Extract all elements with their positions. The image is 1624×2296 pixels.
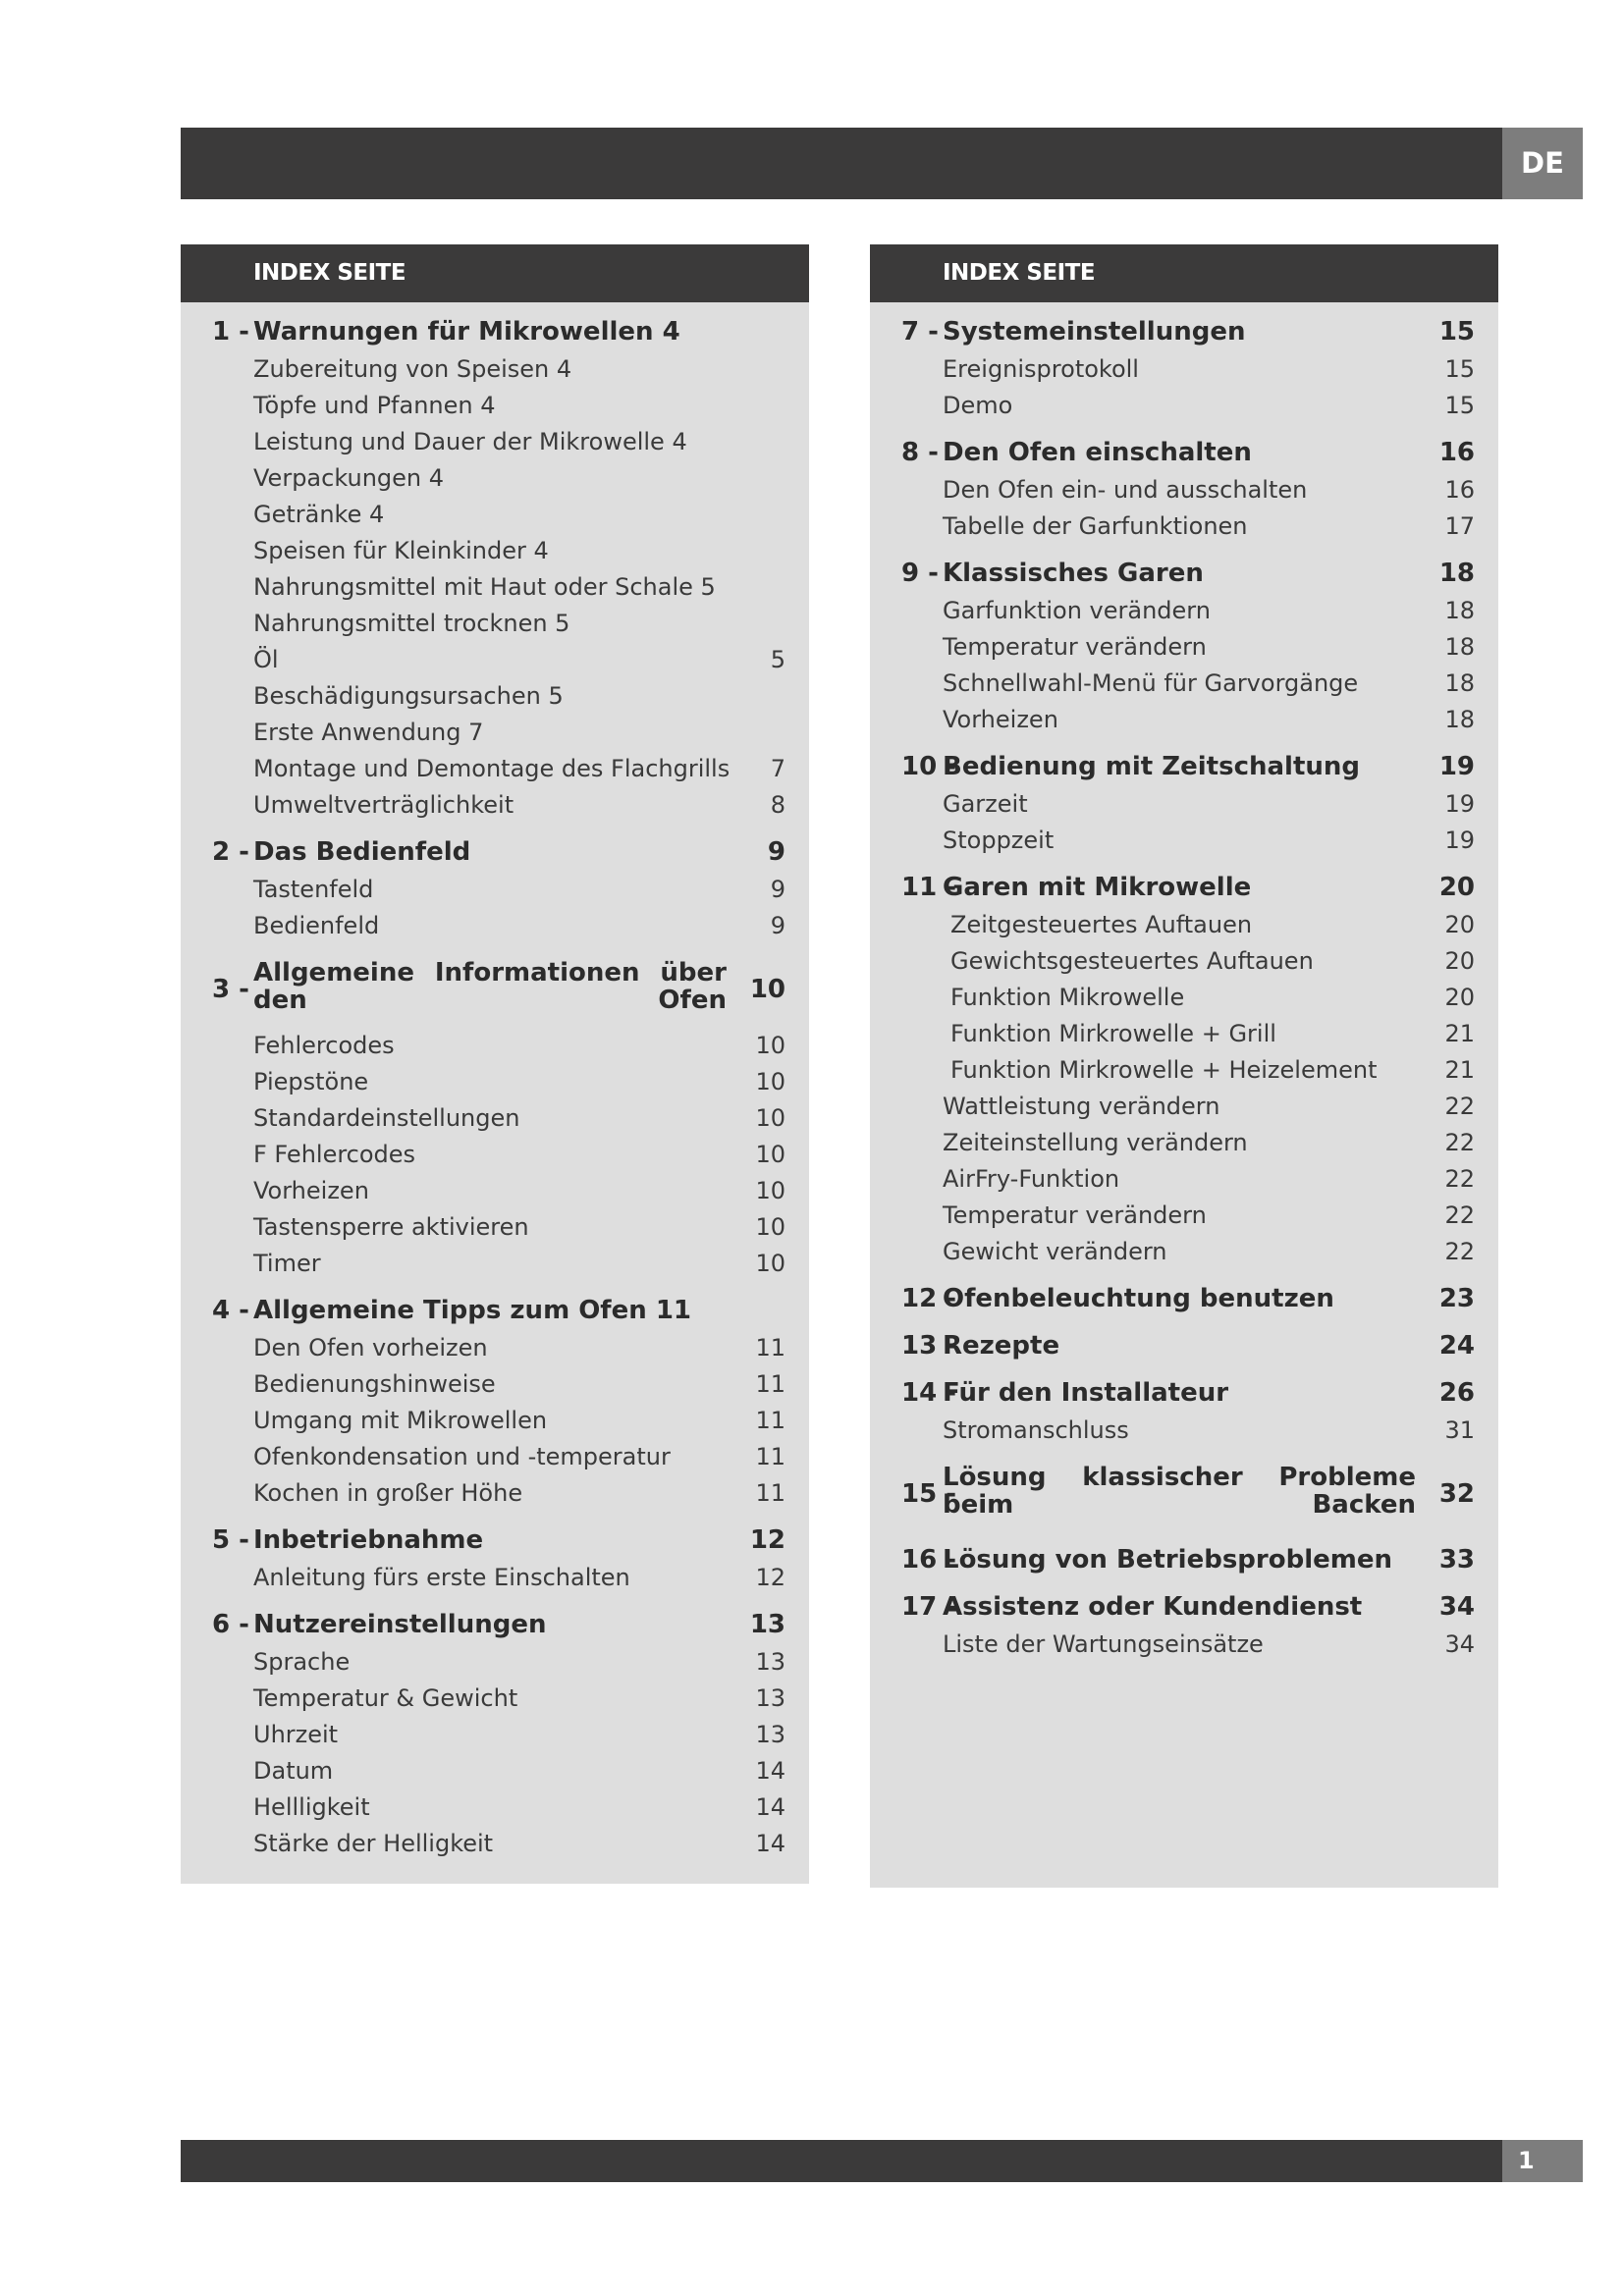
toc-entry xyxy=(870,943,1498,980)
toc-entry xyxy=(181,1028,809,1064)
section-heading xyxy=(870,1589,1498,1626)
toc-entry xyxy=(870,823,1498,859)
section-number: 16 - xyxy=(901,1545,957,1575)
toc-entry xyxy=(870,907,1498,943)
toc-entry xyxy=(870,1161,1498,1198)
section-page: 19 xyxy=(1438,752,1475,781)
toc-entry xyxy=(181,787,809,824)
entry-title: Temperatur verändern xyxy=(943,1201,1207,1229)
toc-entry xyxy=(181,908,809,944)
entry-title: Liste der Wartungseinsätze xyxy=(943,1630,1264,1658)
section-number: 12 - xyxy=(901,1284,957,1313)
section-heading xyxy=(181,1522,809,1559)
toc-section xyxy=(870,1460,1498,1531)
entry-title: Tastenfeld xyxy=(253,876,374,903)
entry-title: Montage und Demontage des Flachgrills xyxy=(253,755,731,782)
section-title: Warnungen für Mikrowellen 4 xyxy=(253,317,680,347)
entry-page: 15 xyxy=(1444,392,1475,419)
section-title: Allgemeine Informationen über den Ofen xyxy=(253,958,727,1015)
entry-page: 13 xyxy=(755,1721,785,1748)
toc-entry xyxy=(870,1234,1498,1270)
section-page: 18 xyxy=(1438,559,1475,588)
entry-title: Temperatur & Gewicht xyxy=(253,1684,518,1712)
entry-title: Temperatur verändern xyxy=(943,633,1207,661)
section-page: 34 xyxy=(1438,1592,1475,1622)
entry-title: Kochen in großer Höhe xyxy=(253,1479,523,1507)
entry-title: AirFry-Funktion xyxy=(943,1165,1120,1193)
toc-entry xyxy=(181,678,809,715)
toc-section xyxy=(181,1293,809,1512)
section-number: 2 - xyxy=(212,837,249,867)
entry-page: 31 xyxy=(1444,1416,1475,1444)
header-bar xyxy=(181,128,1502,199)
entry-title: Beschädigungsursachen 5 xyxy=(253,682,564,710)
toc-entry xyxy=(870,1052,1498,1089)
toc-entry xyxy=(181,872,809,908)
toc-section xyxy=(181,955,809,1282)
entry-title: Sprache xyxy=(253,1648,351,1676)
entry-title: Uhrzeit xyxy=(253,1721,339,1748)
entry-title: Töpfe und Pfannen 4 xyxy=(253,392,496,419)
entry-page: 5 xyxy=(770,646,785,673)
section-page: 33 xyxy=(1438,1545,1475,1575)
toc-entry xyxy=(181,351,809,388)
entry-page: 14 xyxy=(755,1830,785,1857)
entry-title: Wattleistung verändern xyxy=(943,1093,1220,1120)
section-number: 3 - xyxy=(212,975,249,1004)
entry-title: Zeiteinstellung verändern xyxy=(943,1129,1248,1156)
entry-page: 17 xyxy=(1444,512,1475,540)
toc-section xyxy=(870,1328,1498,1364)
entry-page: 15 xyxy=(1444,355,1475,383)
entry-page: 13 xyxy=(755,1648,785,1676)
entry-page: 10 xyxy=(755,1213,785,1241)
section-number: 9 - xyxy=(901,559,939,588)
section-heading xyxy=(181,834,809,871)
entry-title: Leistung und Dauer der Mikrowelle 4 xyxy=(253,428,687,455)
entry-page: 22 xyxy=(1444,1093,1475,1120)
section-heading xyxy=(870,1281,1498,1317)
section-title: Rezepte xyxy=(943,1331,1060,1361)
section-page: 9 xyxy=(767,837,785,867)
entry-page: 18 xyxy=(1444,706,1475,733)
section-page: 15 xyxy=(1438,317,1475,347)
toc-entry xyxy=(181,1246,809,1282)
entry-title: Garfunktion verändern xyxy=(943,597,1211,624)
section-title: Für den Installateur xyxy=(943,1378,1229,1408)
toc-entry xyxy=(181,606,809,642)
section-heading xyxy=(870,870,1498,906)
toc-entry xyxy=(181,424,809,460)
entry-page: 10 xyxy=(755,1032,785,1059)
section-title: Nutzereinstellungen xyxy=(253,1610,547,1639)
entry-page: 10 xyxy=(755,1250,785,1277)
section-number: 10 - xyxy=(901,752,957,781)
entry-title: Hellligkeit xyxy=(253,1793,370,1821)
toc-entry xyxy=(870,786,1498,823)
section-heading xyxy=(870,1460,1498,1531)
section-page: 12 xyxy=(749,1525,785,1555)
entry-page: 19 xyxy=(1444,790,1475,818)
toc-entry xyxy=(870,508,1498,545)
entry-title: Umweltverträglichkeit xyxy=(253,791,514,819)
toc-entry xyxy=(181,1403,809,1439)
entry-page: 20 xyxy=(1444,984,1475,1011)
section-heading xyxy=(870,1328,1498,1364)
toc-entry xyxy=(181,642,809,678)
section-page: 20 xyxy=(1438,873,1475,902)
entry-page: 18 xyxy=(1444,669,1475,697)
toc-entry xyxy=(870,593,1498,629)
entry-title: Stromanschluss xyxy=(943,1416,1129,1444)
section-heading xyxy=(870,314,1498,350)
entry-page: 11 xyxy=(755,1334,785,1362)
entry-page: 12 xyxy=(755,1564,785,1591)
entry-title: Funktion Mirkrowelle + Grill xyxy=(950,1020,1276,1047)
entry-page: 9 xyxy=(770,876,785,903)
entry-page: 13 xyxy=(755,1684,785,1712)
toc-entry xyxy=(181,388,809,424)
toc-entry xyxy=(870,1627,1498,1663)
toc-entry xyxy=(181,569,809,606)
toc-entry xyxy=(181,533,809,569)
entry-page: 20 xyxy=(1444,911,1475,938)
toc-section xyxy=(870,749,1498,859)
section-title: Lösung von Betriebsproblemen xyxy=(943,1545,1392,1575)
toc-entry xyxy=(181,1644,809,1681)
entry-title: Ereignisprotokoll xyxy=(943,355,1139,383)
entry-title: Timer xyxy=(253,1250,321,1277)
toc-entry xyxy=(870,1089,1498,1125)
entry-title: Bedienungshinweise xyxy=(253,1370,496,1398)
section-page: 10 xyxy=(749,975,785,1004)
toc-entry xyxy=(181,1439,809,1475)
section-page: 13 xyxy=(749,1610,785,1639)
section-number: 14 - xyxy=(901,1378,957,1408)
entry-page: 8 xyxy=(770,791,785,819)
entry-title: Zeitgesteuertes Auftauen xyxy=(950,911,1253,938)
entry-title: Datum xyxy=(253,1757,334,1785)
toc-entry xyxy=(181,460,809,497)
toc-section xyxy=(870,870,1498,1270)
section-number: 11 - xyxy=(901,873,957,902)
toc-entry xyxy=(870,629,1498,666)
toc-entry xyxy=(181,1753,809,1789)
section-number: 1 - xyxy=(212,317,249,347)
entry-page: 22 xyxy=(1444,1129,1475,1156)
section-title: Den Ofen einschalten xyxy=(943,438,1252,467)
toc-entry xyxy=(181,1100,809,1137)
entry-title: Nahrungsmittel mit Haut oder Schale 5 xyxy=(253,573,716,601)
footer-bar xyxy=(181,2140,1502,2182)
entry-page: 11 xyxy=(755,1479,785,1507)
section-number: 4 - xyxy=(212,1296,249,1325)
entry-title: Stärke der Helligkeit xyxy=(253,1830,494,1857)
section-number: 15 - xyxy=(901,1479,957,1509)
entry-page: 9 xyxy=(770,912,785,939)
entry-title: Gewicht verändern xyxy=(943,1238,1167,1265)
toc-entry xyxy=(181,1789,809,1826)
section-page: 32 xyxy=(1438,1479,1475,1509)
entry-title: Vorheizen xyxy=(253,1177,369,1204)
entry-title: Vorheizen xyxy=(943,706,1058,733)
toc-section xyxy=(870,1375,1498,1449)
entry-title: Verpackungen 4 xyxy=(253,464,445,492)
section-page: 23 xyxy=(1438,1284,1475,1313)
section-heading xyxy=(181,1607,809,1643)
entry-title: Öl xyxy=(253,646,279,673)
toc-entry xyxy=(181,715,809,751)
language-badge: DE xyxy=(1502,128,1583,199)
section-number: 6 - xyxy=(212,1610,249,1639)
entry-title: Demo xyxy=(943,392,1013,419)
entry-title: Tabelle der Garfunktionen xyxy=(943,512,1248,540)
entry-page: 22 xyxy=(1444,1201,1475,1229)
toc-entry xyxy=(870,702,1498,738)
toc-entry xyxy=(181,1475,809,1512)
entry-title: Nahrungsmittel trocknen 5 xyxy=(253,610,570,637)
toc-section xyxy=(181,834,809,944)
section-title: Inbetriebnahme xyxy=(253,1525,484,1555)
entry-title: Gewichtsgesteuertes Auftauen xyxy=(950,947,1314,975)
entry-title: Speisen für Kleinkinder 4 xyxy=(253,537,549,564)
entry-page: 22 xyxy=(1444,1238,1475,1265)
entry-page: 16 xyxy=(1444,476,1475,504)
section-number: 7 - xyxy=(901,317,939,347)
section-heading xyxy=(870,749,1498,785)
entry-page: 18 xyxy=(1444,597,1475,624)
entry-title: Den Ofen vorheizen xyxy=(253,1334,488,1362)
toc-entry xyxy=(870,351,1498,388)
entry-page: 20 xyxy=(1444,947,1475,975)
entry-page: 22 xyxy=(1444,1165,1475,1193)
section-title: Assistenz oder Kundendienst xyxy=(943,1592,1363,1622)
entry-page: 10 xyxy=(755,1068,785,1095)
section-title: Das Bedienfeld xyxy=(253,837,471,867)
entry-title: Fehlercodes xyxy=(253,1032,395,1059)
entry-page: 21 xyxy=(1444,1020,1475,1047)
entry-title: Piepstöne xyxy=(253,1068,369,1095)
entry-title: Tastensperre aktivieren xyxy=(253,1213,529,1241)
entry-page: 21 xyxy=(1444,1056,1475,1084)
section-heading xyxy=(181,955,809,1027)
toc-entry xyxy=(870,1198,1498,1234)
section-heading xyxy=(870,556,1498,592)
entry-page: 7 xyxy=(770,755,785,782)
section-number: 8 - xyxy=(901,438,939,467)
entry-title: Stoppzeit xyxy=(943,827,1055,854)
entry-page: 14 xyxy=(755,1757,785,1785)
entry-title: Bedienfeld xyxy=(253,912,380,939)
toc-entry xyxy=(870,388,1498,424)
entry-page: 10 xyxy=(755,1104,785,1132)
entry-title: Schnellwahl-Menü für Garvorgänge xyxy=(943,669,1359,697)
section-title: Systemeinstellungen xyxy=(943,317,1246,347)
section-number: 17 - xyxy=(901,1592,957,1622)
entry-title: Anleitung fürs erste Einschalten xyxy=(253,1564,630,1591)
index-panel-right xyxy=(870,244,1498,1888)
toc-entry xyxy=(870,1125,1498,1161)
toc-entry xyxy=(870,1413,1498,1449)
toc-entry xyxy=(181,1209,809,1246)
entry-title: Ofenkondensation und -temperatur xyxy=(253,1443,671,1470)
section-heading xyxy=(870,1375,1498,1412)
toc-entry xyxy=(870,472,1498,508)
toc-section xyxy=(870,314,1498,424)
entry-title: Erste Anwendung 7 xyxy=(253,719,484,746)
toc-entry xyxy=(181,1681,809,1717)
toc-entry xyxy=(181,1173,809,1209)
index-panel-left xyxy=(181,244,809,1884)
section-page: 24 xyxy=(1438,1331,1475,1361)
toc-section xyxy=(181,314,809,824)
entry-page: 18 xyxy=(1444,633,1475,661)
toc-section xyxy=(870,556,1498,738)
entry-title: Umgang mit Mikrowellen xyxy=(253,1407,548,1434)
entry-title: Zubereitung von Speisen 4 xyxy=(253,355,572,383)
toc-section xyxy=(181,1522,809,1596)
toc-section xyxy=(870,1281,1498,1317)
entry-page: 10 xyxy=(755,1141,785,1168)
entry-page: 19 xyxy=(1444,827,1475,854)
toc-section xyxy=(181,1607,809,1862)
toc-entry xyxy=(181,1826,809,1862)
entry-title: Funktion Mikrowelle xyxy=(950,984,1185,1011)
toc-entry xyxy=(181,1330,809,1366)
toc-entry xyxy=(181,1064,809,1100)
page-number: 1 xyxy=(1502,2140,1583,2182)
toc-entry xyxy=(870,980,1498,1016)
section-title: Allgemeine Tipps zum Ofen 11 xyxy=(253,1296,691,1325)
toc-entry xyxy=(870,1016,1498,1052)
toc-section xyxy=(870,1542,1498,1578)
section-title: Ofenbeleuchtung benutzen xyxy=(943,1284,1334,1313)
toc-entry xyxy=(870,666,1498,702)
section-page: 26 xyxy=(1438,1378,1475,1408)
toc-entry xyxy=(181,1366,809,1403)
toc-entry xyxy=(181,1560,809,1596)
toc-list xyxy=(181,302,809,1862)
entry-page: 11 xyxy=(755,1370,785,1398)
section-page: 16 xyxy=(1438,438,1475,467)
entry-title: Getränke 4 xyxy=(253,501,385,528)
panel-header: INDEX SEITE xyxy=(870,244,1498,302)
section-title: Klassisches Garen xyxy=(943,559,1204,588)
toc-section xyxy=(870,1589,1498,1663)
section-title: Garen mit Mikrowelle xyxy=(943,873,1252,902)
entry-page: 11 xyxy=(755,1407,785,1434)
entry-title: Funktion Mirkrowelle + Heizelement xyxy=(950,1056,1378,1084)
entry-title: Den Ofen ein- und ausschalten xyxy=(943,476,1308,504)
toc-entry xyxy=(181,1137,809,1173)
section-heading xyxy=(181,1293,809,1329)
section-heading xyxy=(870,435,1498,471)
section-heading xyxy=(181,314,809,350)
section-heading xyxy=(870,1542,1498,1578)
entry-page: 34 xyxy=(1444,1630,1475,1658)
toc-list xyxy=(870,302,1498,1663)
toc-entry xyxy=(181,751,809,787)
entry-title: F Fehlercodes xyxy=(253,1141,416,1168)
entry-page: 10 xyxy=(755,1177,785,1204)
entry-title: Standardeinstellungen xyxy=(253,1104,520,1132)
section-title: Bedienung mit Zeitschaltung xyxy=(943,752,1361,781)
entry-page: 14 xyxy=(755,1793,785,1821)
toc-section xyxy=(870,435,1498,545)
toc-entry xyxy=(181,1717,809,1753)
entry-page: 11 xyxy=(755,1443,785,1470)
section-title: Lösung klassischer Probleme beim Backen xyxy=(943,1463,1416,1520)
panel-header: INDEX SEITE xyxy=(181,244,809,302)
entry-title: Garzeit xyxy=(943,790,1028,818)
toc-entry xyxy=(181,497,809,533)
section-number: 13 - xyxy=(901,1331,957,1361)
section-number: 5 - xyxy=(212,1525,249,1555)
